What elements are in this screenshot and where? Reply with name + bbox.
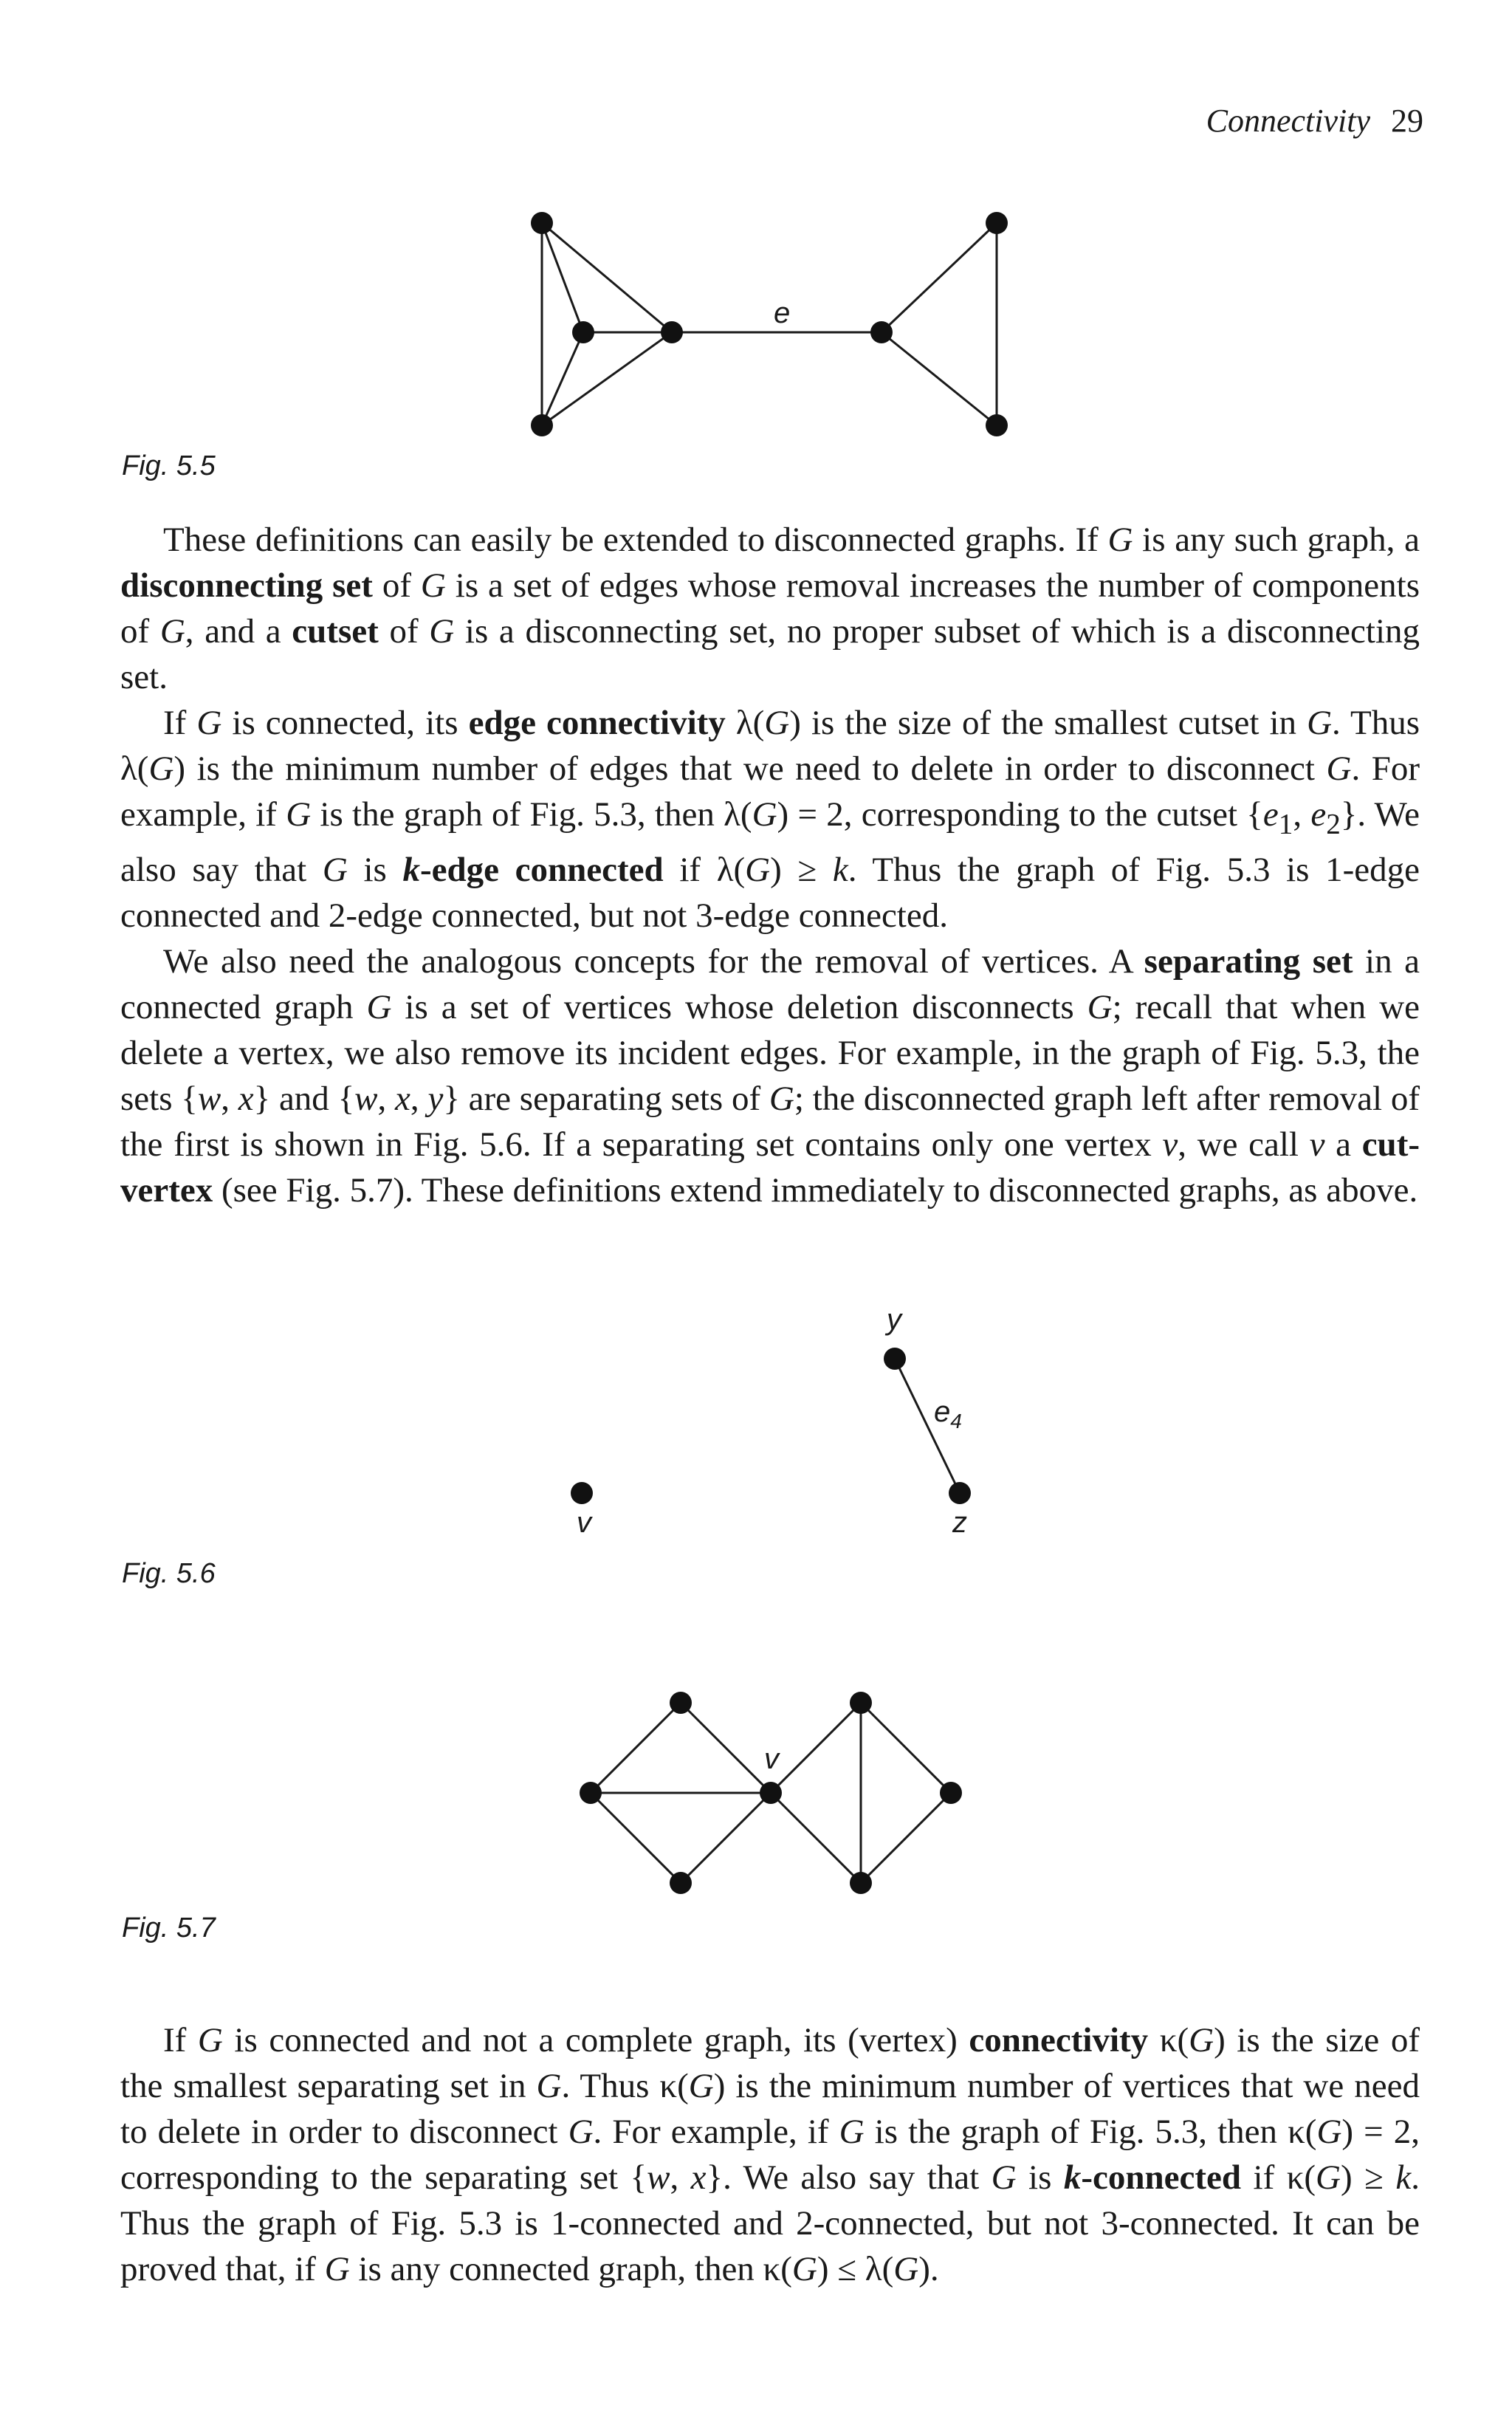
text: in a connected graph [120,942,1420,1027]
text: ) is the size of the smallest separating set in [120,2021,1420,2105]
text: a [1324,1125,1362,1164]
text: . Thus κ( [561,2067,689,2105]
text: , [1293,795,1311,834]
var: G [1189,2021,1214,2059]
text: λ( [725,704,765,742]
label-y: y [887,1303,901,1336]
text: ) is the minimum number of vertices that we need to delete in order to disconnect [120,2067,1420,2151]
var: w [197,1080,221,1119]
var: G [324,2250,350,2288]
var: G [148,749,174,788]
var: G [688,2067,714,2105]
vertex [661,321,683,343]
text: is the graph of Fig. 5.3, then λ( [311,795,752,834]
var: G [791,2250,817,2288]
var: G [752,795,777,834]
vertex [572,321,594,343]
text: is the graph of Fig. 5.3, then κ( [864,2113,1317,2151]
text: ; the disconnected graph left after removal of the first is shown in Fig. 5.6. If a separating set contains only one vertex [120,1080,1420,1164]
text: is connected and not a complete graph, its (vertex) [222,2021,969,2059]
subscript: 1 [1278,808,1293,840]
label-e4-base: e [934,1396,951,1428]
vertex [850,1872,872,1894]
vertex [986,212,1008,234]
term-separating-set: separating set [1144,942,1353,981]
text: . Thus the graph of Fig. 5.3 is 1-edge connected and 2-edge connected, but not 3-edge connected. [120,851,1420,936]
figure-caption-5-6: Fig. 5.6 [122,1558,216,1589]
edge [681,1703,771,1793]
edge [861,1703,951,1793]
text: ) ≥ [770,851,833,890]
text: , and a [185,612,292,651]
var: k [832,851,848,890]
header-title: Connectivity [1206,103,1370,139]
text: is a disconnecting set, no proper subset of which is a disconnecting set. [120,612,1420,696]
edge [771,1793,861,1883]
var: k [1395,2158,1412,2197]
var: y [427,1080,444,1119]
text: . For example, if [120,749,1420,834]
text: } are separating sets of [443,1080,769,1119]
edge [882,223,997,332]
vertex [670,1872,692,1894]
text: If [163,2021,198,2059]
paragraph-vertex-connectivity [120,2017,1420,2292]
text: , [410,1080,428,1119]
term-cutset: cutset [292,612,379,651]
text: κ( [1148,2021,1189,2059]
text: is connected, its [221,704,469,742]
text: , [670,2158,691,2197]
vertex-v [760,1782,782,1804]
var: w [354,1080,378,1119]
var: G [322,851,348,890]
var: e [1310,795,1327,834]
vertex [940,1782,962,1804]
vertex [531,414,553,436]
text: . Thus λ( [120,704,1420,788]
term-k-connected: -connected [1081,2158,1242,2197]
paragraph-disconnecting-set [120,517,1420,700]
label-v: v [577,1506,591,1539]
text: If [163,704,197,742]
text: ) ≥ [1340,2158,1396,2197]
var: x [395,1080,410,1119]
var: G [568,2113,594,2151]
term-edge-connectivity: edge connectivity [468,704,726,742]
text: . For example, if [593,2113,839,2151]
var: G [769,1080,794,1119]
term-k: k [1063,2158,1082,2197]
figure-caption-5-5: Fig. 5.5 [122,450,216,481]
text: , [221,1080,238,1119]
var: G [197,2021,223,2059]
var: G [991,2158,1017,2197]
var: G [764,704,790,742]
var: x [238,1080,254,1119]
var: G [420,566,446,605]
edge [882,332,997,425]
term-k: k [402,851,420,890]
text: ). [918,2250,939,2288]
paragraph-edge-connectivity [120,700,1420,939]
var: G [1307,704,1333,742]
vertex-v [571,1482,593,1504]
edge [591,1793,681,1883]
text: ) ≤ λ( [817,2250,894,2288]
text: of [372,566,421,605]
text: (see Fig. 5.7). These definitions extend immediately to disconnected graphs, as above. [213,1171,1418,1210]
var: G [159,612,185,651]
vertex [670,1692,692,1714]
term-cut-vertex: cut-vertex [120,1125,1420,1210]
text: is a set of vertices whose deletion disconnects [391,988,1087,1027]
var: G [893,2250,919,2288]
text: is any such graph, a [1133,521,1420,559]
var: G [1326,749,1352,788]
var: v [1309,1125,1325,1164]
figure-caption-5-7: Fig. 5.7 [122,1912,216,1944]
vertex [531,212,553,234]
label-v-cut-vertex: v [764,1743,779,1775]
text: is [1016,2158,1064,2197]
edge [861,1793,951,1883]
vertex [580,1782,602,1804]
var: v [1162,1125,1178,1164]
text: We also need the analogous concepts for the removal of vertices. A [163,942,1144,981]
label-e4 [934,1396,962,1433]
var: G [745,851,771,890]
paragraph-separating-set [120,939,1420,1213]
text: if κ( [1241,2158,1316,2197]
var: G [196,704,222,742]
vertex-y [884,1348,906,1370]
subscript: 2 [1326,808,1341,840]
running-header [1206,102,1423,140]
var: G [1316,2158,1341,2197]
term-k-edge-connected: -edge connected [419,851,664,890]
text: ; recall that when we delete a vertex, we also remove its incident edges. For example, in the graph of Fig. 5.3, the sets { [120,988,1420,1119]
var: G [839,2113,865,2151]
text: }. We also say that [706,2158,992,2197]
var: G [1316,2113,1342,2151]
text: ) = 2, corresponding to the cutset { [777,795,1263,834]
edge [771,1703,861,1793]
text-block-lower [120,2017,1420,2292]
term-disconnecting-set: disconnecting set [120,566,373,605]
var: x [690,2158,707,2197]
text: if λ( [663,851,746,890]
var: G [366,988,392,1027]
text: ) = 2, corresponding to the separating set { [120,2113,1420,2197]
text: of [378,612,430,651]
figure-5-7-graph [568,1676,967,1898]
edge [681,1793,771,1883]
text: is [347,851,403,890]
vertex [870,321,893,343]
var: G [1107,521,1133,559]
var: G [1087,988,1113,1027]
text: These definitions can easily be extended to disconnected graphs. If [163,521,1108,559]
text: ) is the minimum number of edges that we need to delete in order to disconnect [173,749,1327,788]
label-z: z [952,1506,967,1539]
text: . Thus the graph of Fig. 5.3 is 1-connected and 2-connected, but not 3-connected. It can be proved that, if [120,2158,1420,2288]
edge [591,1703,681,1793]
text: } and { [253,1080,355,1119]
text: is a set of edges whose removal increases the number of components of [120,566,1420,651]
vertex [986,414,1008,436]
edge-label-e: e [774,297,791,329]
text: , we call [1178,1125,1310,1164]
text: ) is the size of the smallest cutset in [789,704,1307,742]
page-number: 29 [1391,103,1423,139]
var: e [1262,795,1279,834]
text: , [377,1080,396,1119]
var: G [286,795,312,834]
text: }. We also say that [120,795,1420,890]
var: G [536,2067,562,2105]
var: w [647,2158,670,2197]
text: is any connected graph, then κ( [349,2250,792,2288]
text-block-upper [120,517,1420,1213]
var: G [429,612,455,651]
figure-5-6-graph [561,1329,975,1521]
vertex-z [949,1482,971,1504]
vertex [850,1692,872,1714]
term-connectivity: connectivity [969,2021,1149,2059]
label-e4-subscript: 4 [950,1410,962,1433]
